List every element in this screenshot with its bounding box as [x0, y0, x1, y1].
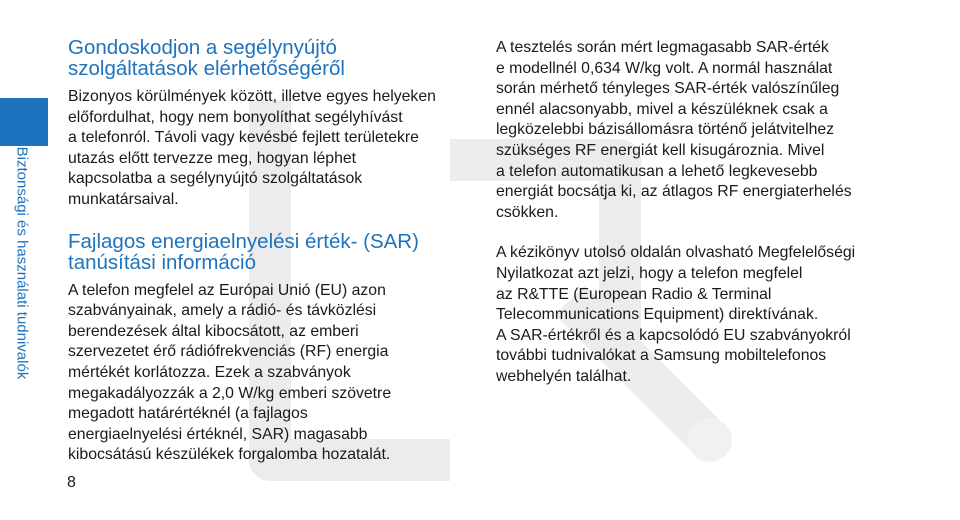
emergency-paragraph: [68, 87, 463, 211]
text-line: Bizonyos körülmények között, illetve egyes helyeken: [68, 88, 436, 105]
text-line: az R&TTE (European Radio & Terminal: [496, 285, 772, 303]
text-line: mértékét korlátozza. Ezek a szabványok: [68, 363, 351, 381]
text-line: előfordulhat, hogy nem bonyolíthat segélyhívást: [68, 108, 403, 126]
text-line: energiát bocsátja ki, az átlagos RF energiaterhelés: [496, 183, 852, 201]
sidebar-accent-block: [0, 98, 48, 146]
text-line: A telefon megfelel az Európai Unió (EU) azon: [68, 281, 386, 299]
text-line: legközelebbi bázisállomásra történő jelátvitelhez: [496, 121, 835, 139]
text-line: Telecommunications Equipment) direktívának.: [496, 306, 819, 324]
text-line: A kézikönyv utolsó oldalán olvasható Megfelelőségi: [496, 244, 856, 262]
text-line: kibocsátású készülékek forgalomba hozatalát.: [68, 446, 391, 464]
sar-heading: [68, 231, 463, 273]
text-line: a telefonról. Távoli vagy kevésbé fejlett területekre: [68, 129, 419, 147]
text-line: e modellnél 0,634 W/kg volt. A normál használat: [496, 59, 833, 77]
text-line: ennél alacsonyabb, mivel a készüléknek csak a: [496, 100, 828, 118]
text-line: szervezetet érő rádiófrekvenciás (RF) energia: [68, 343, 389, 361]
heading-line: Fajlagos energiaelnyelési érték- (SAR): [68, 229, 419, 253]
text-line: A tesztelés során mért legmagasabb SAR-érték: [496, 39, 829, 56]
declaration-paragraph: [496, 243, 916, 387]
text-line: csökken.: [496, 203, 559, 221]
heading-line: szolgáltatások elérhetőségéről: [68, 57, 345, 80]
text-line: szabványainak, amely a rádió- és távközlési: [68, 302, 377, 320]
heading-line: Gondoskodjon a segélynyújtó: [68, 36, 337, 59]
sidebar-section-label: Biztonsági és használati tudnivalók: [13, 146, 31, 380]
text-line: berendezések által kibocsátott, az emberi: [68, 322, 359, 340]
text-line: utazás előtt tervezze meg, hogyan léphet: [68, 149, 357, 167]
page-number: 8: [67, 474, 76, 491]
text-line: A SAR-értékről és a kapcsolódó EU szabványokról: [496, 326, 851, 344]
text-line: további tudnivalókat a Samsung mobiltelefonos: [496, 347, 827, 365]
emergency-heading: [68, 37, 463, 79]
text-line: energiaelnyelési értéknél, SAR) magasabb: [68, 425, 368, 443]
text-line: a telefon automatikusan a lehető legkevesebb: [496, 162, 818, 180]
text-line: megakadályozzák a 2,0 W/kg emberi szövetre: [68, 384, 392, 402]
text-line: webhelyén találhat.: [496, 367, 632, 385]
text-line: munkatársaival.: [68, 190, 179, 208]
left-column: [68, 37, 463, 466]
text-line: megadott határértéknél (a fajlagos: [68, 405, 308, 423]
right-column: [496, 38, 916, 388]
text-line: kapcsolatba a segélynyújtó szolgáltatások: [68, 170, 363, 188]
heading-line: tanúsítási információ: [68, 250, 257, 274]
text-line: szükséges RF energiát kell kisugároznia. Mivel: [496, 141, 825, 159]
sar-value-paragraph: [496, 38, 916, 223]
sar-paragraph: [68, 281, 463, 466]
text-line: Nyilatkozat azt jelzi, hogy a telefon megfelel: [496, 264, 803, 282]
text-line: során mérhető tényleges SAR-érték valószínűleg: [496, 80, 840, 98]
